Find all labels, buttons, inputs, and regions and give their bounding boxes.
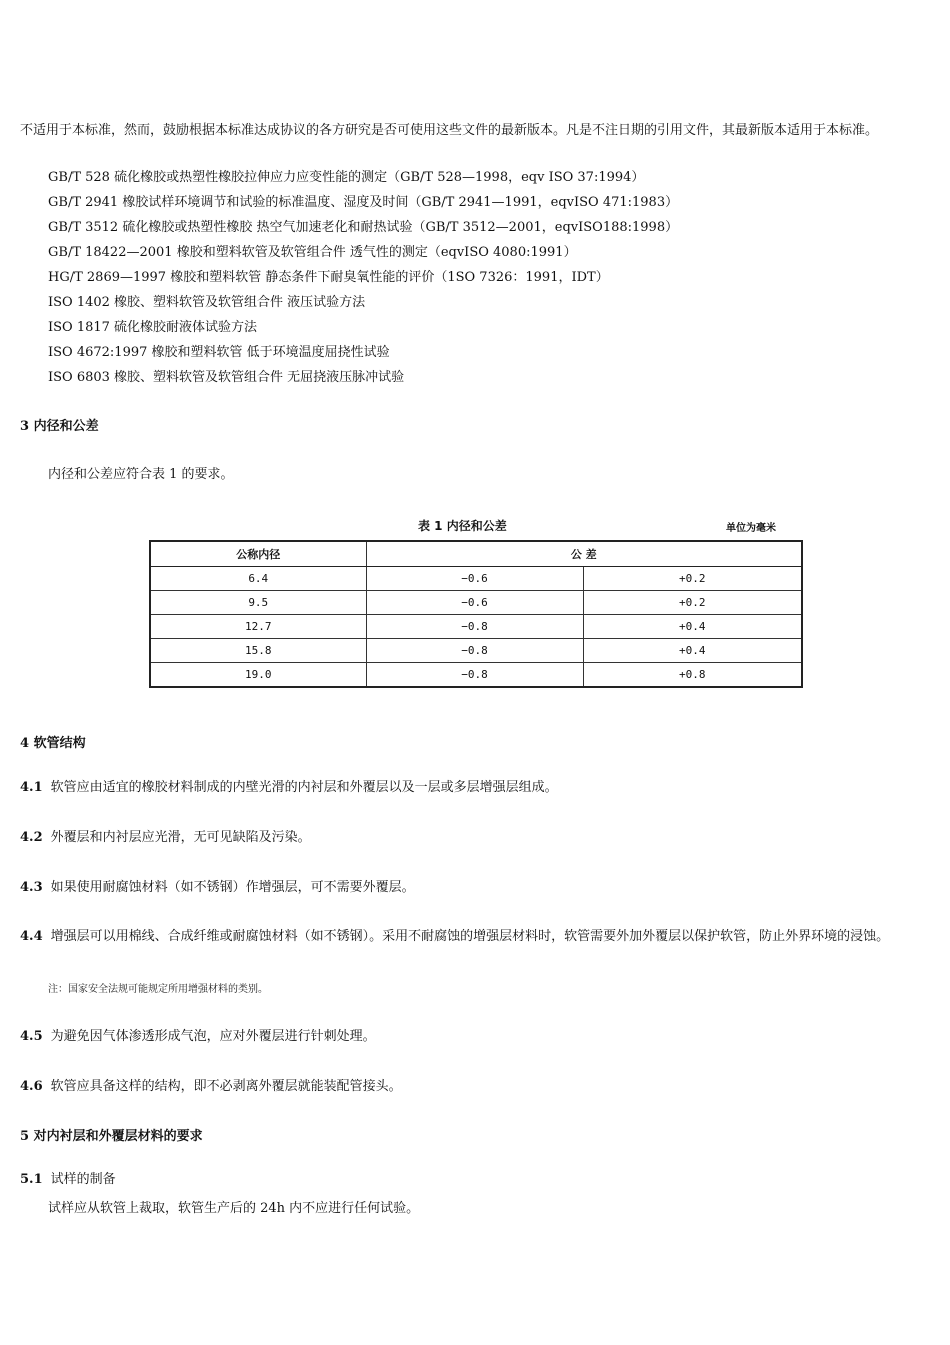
section-5-1-body: 试样应从软管上裁取，软管生产后的 24h 内不应进行任何试验。 [48,1201,420,1216]
tolerance-table [149,540,803,688]
clause-4-6 [20,1075,402,1099]
clause-number: 4.6 [20,1079,43,1094]
clause-number: 4.4 [20,929,43,944]
note: 注：国家安全法规可能规定所用增强材料的类别。 [48,984,268,995]
table-row [150,663,802,688]
section-5-1-heading [20,1168,116,1192]
header-tolerance: 公 差 [366,541,802,567]
clause-number: 4.2 [20,830,43,845]
section-4-heading: 4 软管结构 [20,736,86,751]
cell-minus: −0.8 [366,615,583,639]
reference-item: HG/T 2869—1997 橡胶和塑料软管 静态条件下耐臭氧性能的评价（1SO 7326：1991，IDT） [48,270,609,285]
reference-item: GB/T 3512 硫化橡胶或热塑性橡胶 热空气加速老化和耐热试验（GB/T 3512—2001，eqvISO188:1998） [48,220,679,235]
table-row [150,591,802,615]
clause-text: 软管应具备这样的结构，即不必剥离外覆层就能装配管接头。 [50,1079,402,1094]
cell-diameter: 15.8 [150,639,366,663]
cell-diameter: 9.5 [150,591,366,615]
clause-number: 4.5 [20,1029,43,1044]
reference-item: ISO 1817 硫化橡胶耐液体试验方法 [48,320,258,335]
reference-item: GB/T 18422—2001 橡胶和塑料软管及软管组合件 透气性的测定（eqvISO 4080:1991） [48,245,577,260]
table-row [150,639,802,663]
cell-diameter: 6.4 [150,567,366,591]
reference-item: ISO 4672:1997 橡胶和塑料软管 低于环境温度屈挠性试验 [48,345,390,360]
intro-paragraph: 不适用于本标准，然而，鼓励根据本标准达成协议的各方研究是否可使用这些文件的最新版本。凡是不注日期的引用文件，其最新版本适用于本标准。 [20,123,879,138]
section-3-body: 内径和公差应符合表 1 的要求。 [48,467,234,482]
cell-plus: +0.8 [583,663,802,688]
section-5-heading: 5 对内衬层和外覆层材料的要求 [20,1129,203,1144]
table-row [150,567,802,591]
clause-4-3 [20,876,415,900]
reference-item: ISO 6803 橡胶、塑料软管及软管组合件 无屈挠液压脉冲试验 [48,370,405,385]
clause-text: 软管应由适宜的橡胶材料制成的内壁光滑的内衬层和外覆层以及一层或多层增强层组成。 [50,780,558,795]
clause-text: 外覆层和内衬层应光滑，无可见缺陷及污染。 [50,830,311,845]
table-header-row [150,541,802,567]
cell-minus: −0.6 [366,567,583,591]
cell-plus: +0.4 [583,639,802,663]
cell-diameter: 12.7 [150,615,366,639]
clause-number: 4.1 [20,780,43,795]
clause-4-4 [20,924,932,950]
cell-minus: −0.8 [366,639,583,663]
reference-item: ISO 1402 橡胶、塑料软管及软管组合件 液压试验方法 [48,295,366,310]
clause-number: 5.1 [20,1172,43,1187]
clause-text: 为避免因气体渗透形成气泡，应对外覆层进行针刺处理。 [50,1029,376,1044]
table-row [150,615,802,639]
clause-4-5 [20,1025,376,1049]
section-3-heading: 3 内径和公差 [20,419,99,434]
table-caption: 表 1 内径和公差 [418,519,507,533]
clause-text: 如果使用耐腐蚀材料（如不锈钢）作增强层，可不需要外覆层。 [50,880,415,895]
cell-plus: +0.2 [583,591,802,615]
clause-number: 4.3 [20,880,43,895]
header-nominal-diameter: 公称内径 [150,541,366,567]
reference-item: GB/T 2941 橡胶试样环境调节和试验的标准温度、湿度及时间（GB/T 2941—1991，eqvISO 471:1983） [48,195,679,210]
cell-plus: +0.2 [583,567,802,591]
cell-minus: −0.6 [366,591,583,615]
clause-text: 增强层可以用棉线、合成纤维或耐腐蚀材料（如不锈钢）。采用不耐腐蚀的增强层材料时，软管需要外加外覆层以保护软管，防止外界环境的浸蚀。 [50,929,890,944]
clause-4-1 [20,776,558,800]
clause-4-2 [20,826,311,850]
cell-minus: −0.8 [366,663,583,688]
cell-plus: +0.4 [583,615,802,639]
table-unit: 单位为毫米 [726,523,776,534]
clause-title: 试样的制备 [50,1172,116,1187]
reference-item: GB/T 528 硫化橡胶或热塑性橡胶拉伸应力应变性能的测定（GB/T 528—1998，eqv ISO 37:1994） [48,170,645,185]
cell-diameter: 19.0 [150,663,366,688]
